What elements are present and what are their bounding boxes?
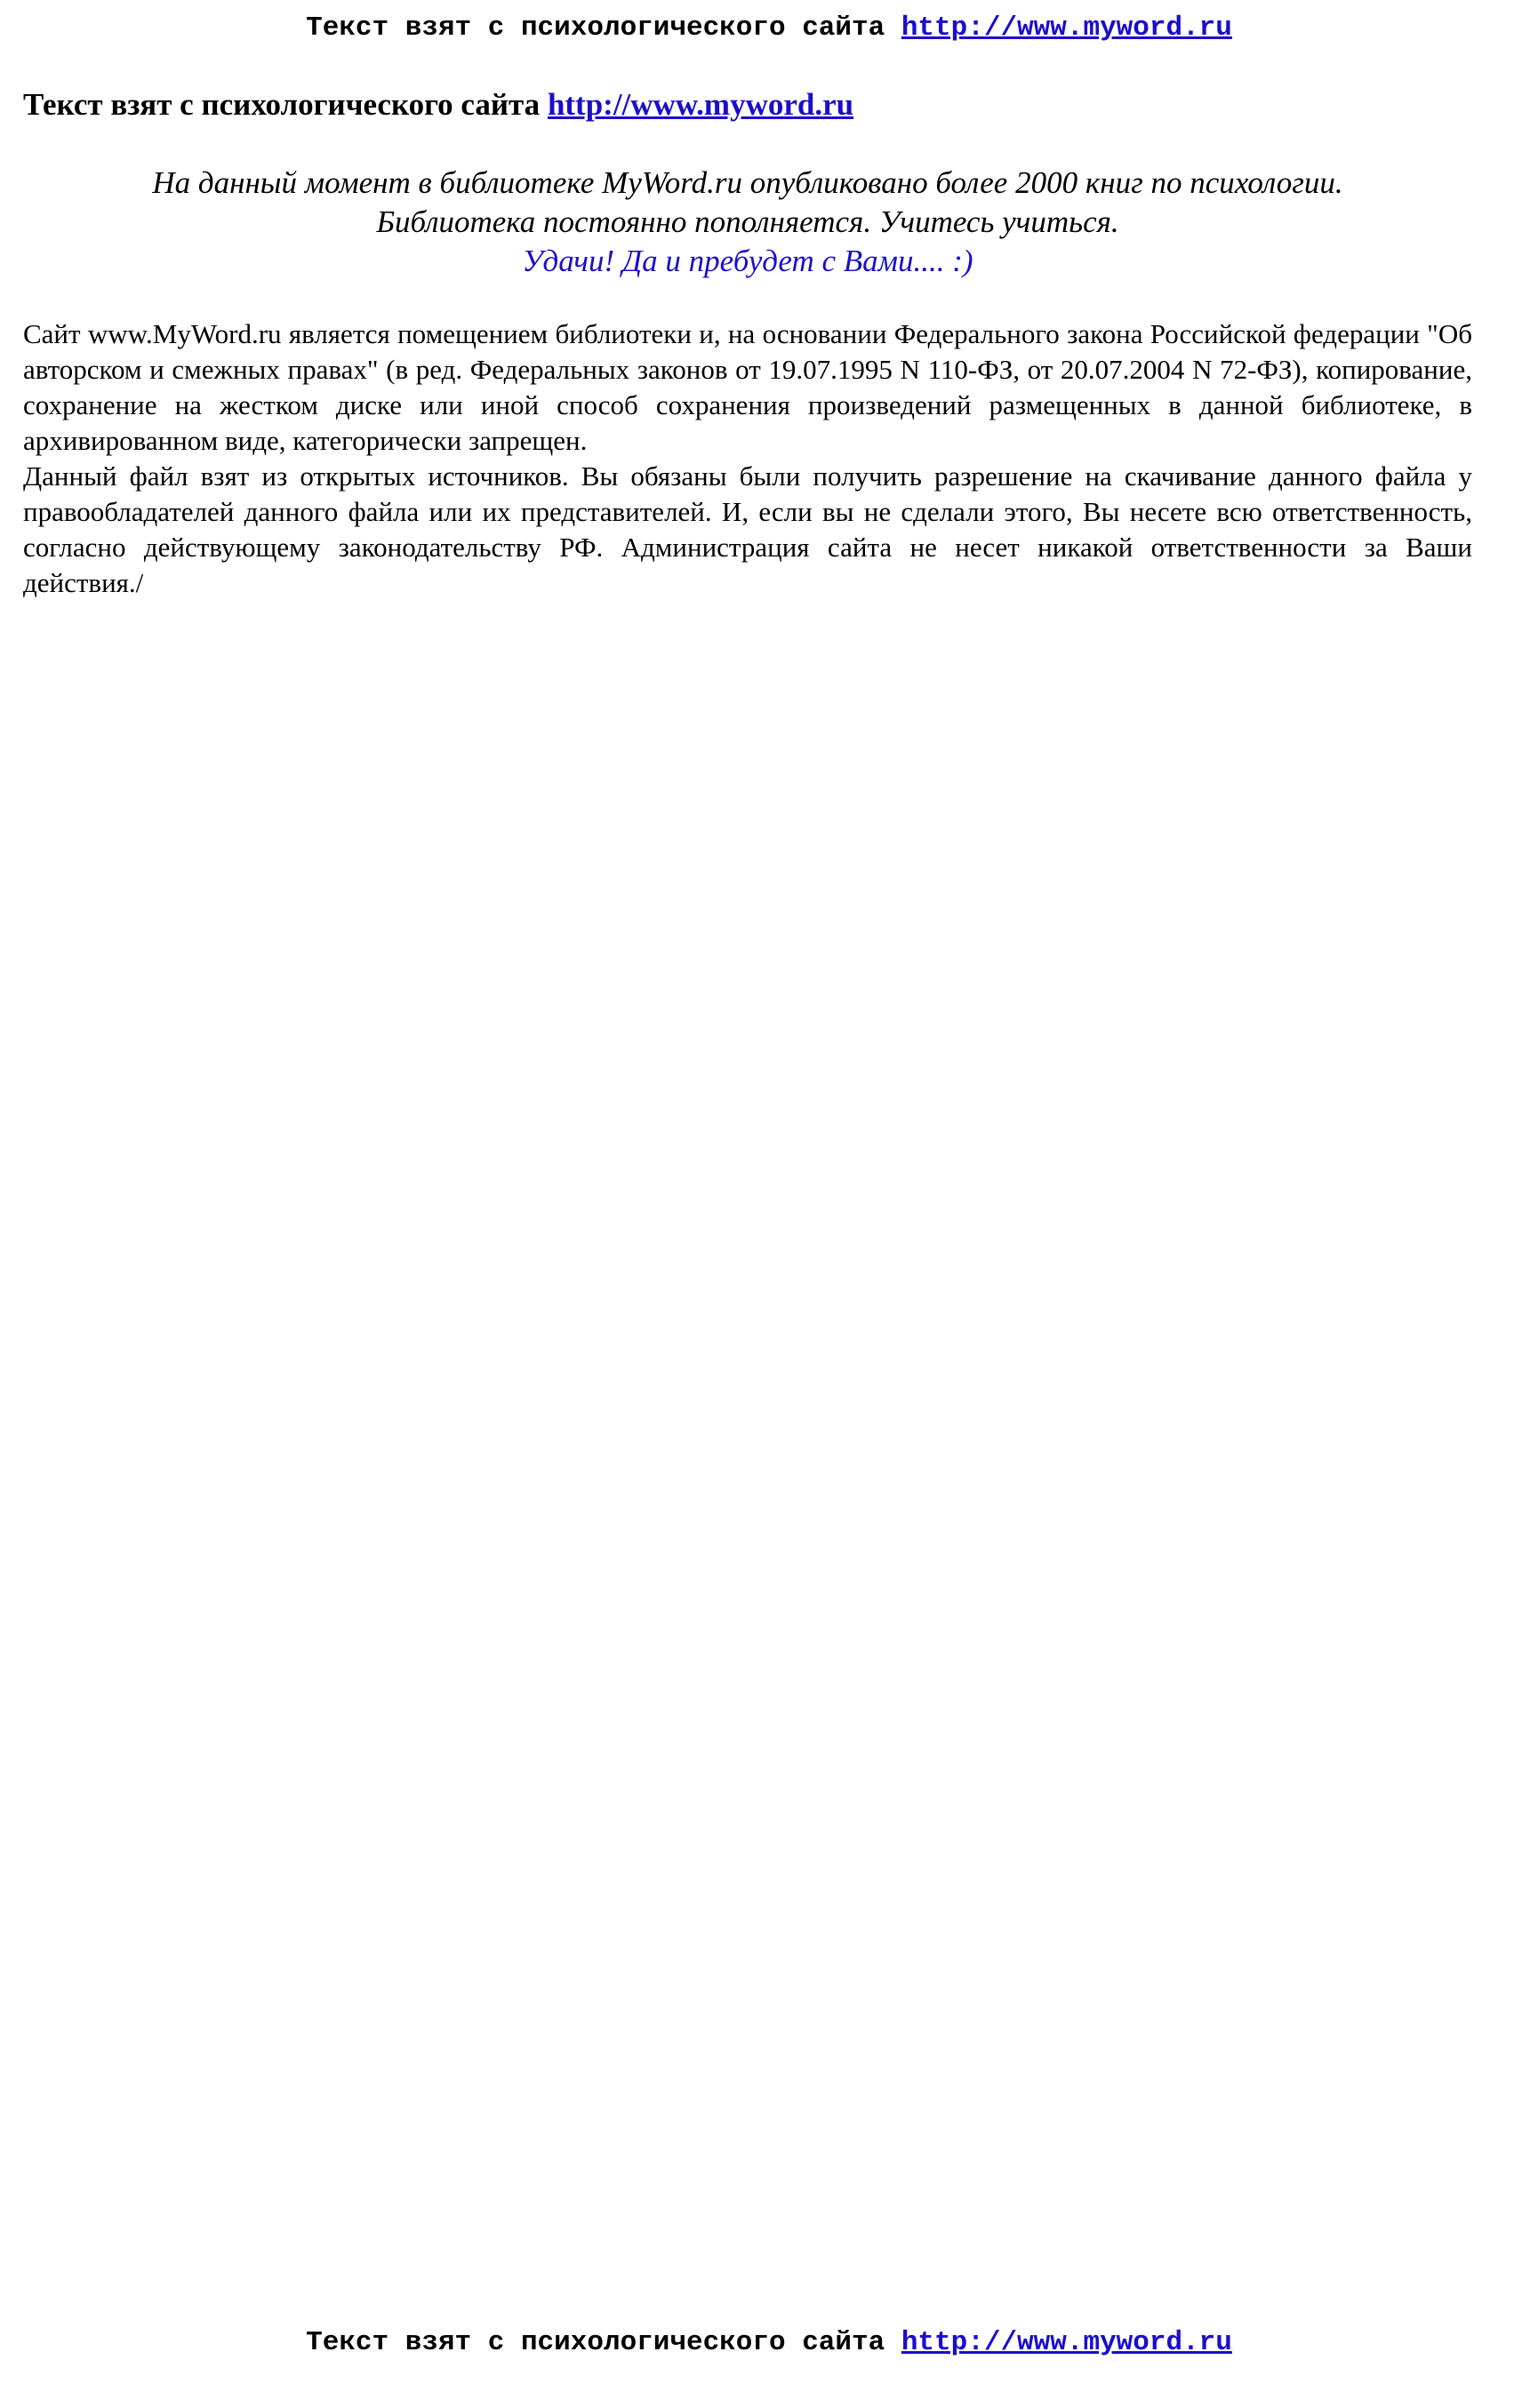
header-text: Текст взят с психологического сайта <box>306 12 885 44</box>
title-text: Текст взят с психологического сайта <box>23 87 541 122</box>
intro-line-2: Библиотека постоянно пополняется. Учитесь учиться. <box>376 204 1119 239</box>
intro-wish: Удачи! Да и пребудет с Вами.... :) <box>522 244 973 278</box>
notice-paragraph-1: Сайт www.MyWord.ru является помещением библиотеки и, на основании Федерального закона Российской федерации "Об авторском и смежных правах" (в ред. Федеральных законов от 19.07.1995 N 110-ФЗ, от 20.07.2004 N 72-ФЗ), копирование, сохранение на жестком диске или иной способ сохранения произведений размещенных в данной библиотеке, в архивированном виде, категорически запрещен. <box>23 318 1472 456</box>
intro-line-1: На данный момент в библиотеке MyWord.ru опубликовано более 2000 книг по психологии. <box>152 165 1343 200</box>
title-site-link[interactable]: http://www.myword.ru <box>547 87 854 122</box>
document-title <box>23 85 853 124</box>
footer-text: Текст взят с психологического сайта <box>306 2327 885 2358</box>
page-footer <box>0 2325 1538 2361</box>
header-site-link[interactable]: http://www.myword.ru <box>901 12 1232 44</box>
notice-paragraph-2: Данный файл взят из открытых источников. Вы обязаны были получить разрешение на скачивание данного файла у правообладателей данного файла или их представителей. И, если вы не сделали этого, Вы несете всю ответственность, согласно действующему законодательству РФ. Администрация сайта не несет никакой ответственности за Ваши действия./ <box>23 460 1472 598</box>
page-header <box>0 11 1538 46</box>
footer-site-link[interactable]: http://www.myword.ru <box>901 2327 1232 2358</box>
copyright-notice <box>23 316 1472 601</box>
intro-block <box>23 164 1472 281</box>
